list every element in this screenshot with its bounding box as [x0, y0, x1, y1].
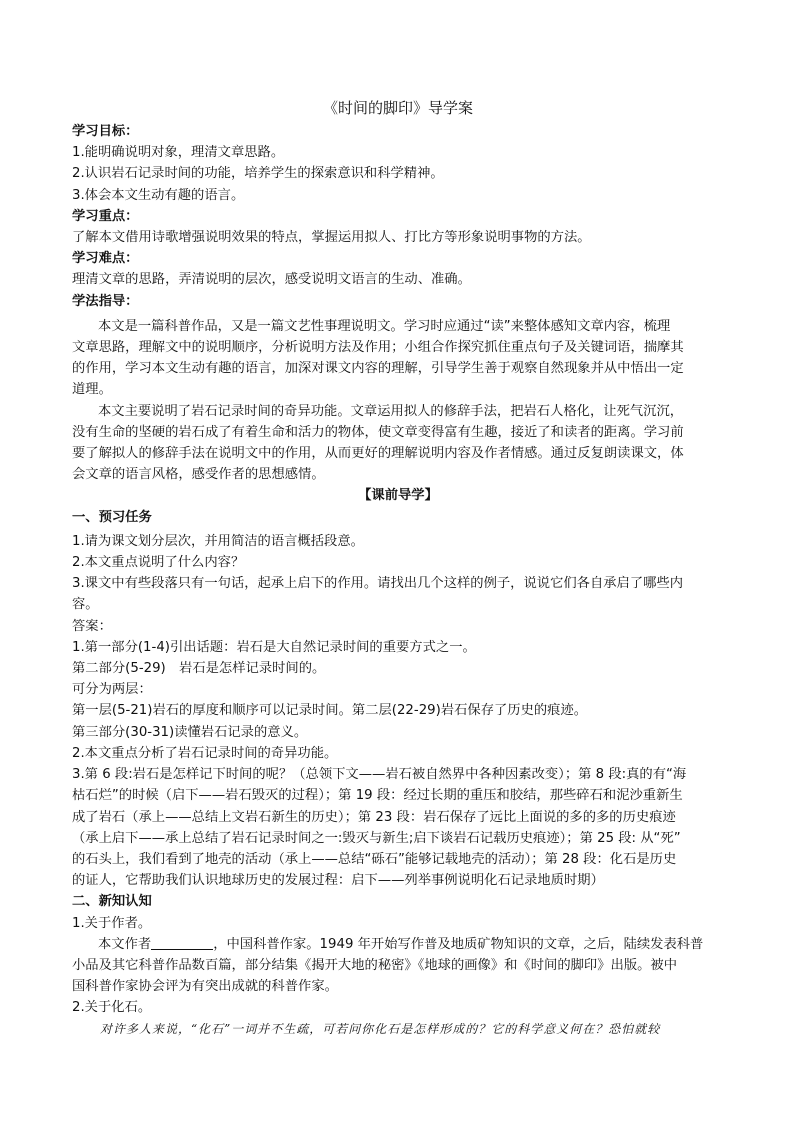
answer-line: 枯石烂”的时候（启下——岩石毁灭的过程）；第 19 段：经过长期的重压和胶结，那些碎石和泥沙重新生 [72, 788, 683, 804]
author-before-text: 本文作者 [98, 936, 152, 952]
answer-line: 第一层(5-21)岩石的厚度和顺序可以记录时间。第二层(22-29)岩石保存了历史的痕迹。 [72, 703, 588, 719]
guidance-paragraph-line: 道理。 [72, 382, 112, 398]
preview-question: 1.请为课文划分层次，并用简洁的语言概括段意。 [72, 533, 364, 549]
section-title: 【课前导学】 [358, 488, 438, 504]
preview-question: 2.本文重点说明了什么内容？ [72, 555, 245, 571]
guidance-paragraph-line: 文章思路，理解文中的说明顺序，分析说明方法及作用；小组合作探究抓住重点句子及关键词语，揣摩其 [72, 340, 684, 356]
keypoints-heading: 学习重点： [72, 208, 139, 224]
preview-heading: 一、预习任务 [72, 509, 152, 525]
author-subheading: 1.关于作者。 [72, 915, 152, 931]
preview-question: 3.课文中有些段落只有一句话，起承上启下的作用。请找出几个这样的例子，说说它们各自承启了哪些内 [72, 576, 684, 592]
answer-line: （承上启下——承上总结了岩石记录时间之一:毁灭与新生;启下谈岩石记载历史痕迹）；第 25 段: 从“死” [72, 830, 681, 846]
author-paragraph-line: 小品及其它科普作品数百篇，部分结集《揭开大地的秘密》《地球的画像》和《时间的脚印》出版。被中 [72, 957, 678, 973]
objective-item: 3.体会本文生动有趣的语言。 [72, 187, 245, 203]
author-after-text: ，中国科普作家。1949 年开始写作普及地质矿物知识的文章，之后，陆续发表科普 [213, 936, 704, 952]
difficulties-heading: 学习难点： [72, 251, 139, 267]
difficulties-text: 理清文章的思路，弄清说明的层次，感受说明文语言的生动、准确。 [72, 272, 471, 288]
author-blank [151, 935, 213, 950]
objective-item: 2.认识岩石记录时间的功能，培养学生的探索意识和科学精神。 [72, 166, 444, 182]
guidance-paragraph-line: 本文主要说明了岩石记录时间的奇异功能。文章运用拟人的修辞手法，把岩石人格化，让死气沉沉， [98, 403, 684, 419]
guidance-paragraph-line: 没有生命的坚硬的岩石成了有着生命和活力的物体，使文章变得富有生趣，接近了和读者的距离。学习前 [72, 424, 684, 440]
preview-question: 容。 [72, 597, 99, 613]
guidance-paragraph-line: 要了解拟人的修辞手法在说明文中的作用，从而更好的理解说明内容及作者情感。通过反复朗读课文，体 [72, 446, 684, 462]
newknow-heading: 二、新知认知 [72, 894, 152, 910]
guidance-paragraph-line: 的作用，学习本文生动有趣的语言，加深对课文内容的理解，引导学生善于观察自然现象并从中悟出一定 [72, 361, 684, 377]
answer-line: 1.第一部分(1-4)引出话题：岩石是大自然记录时间的重要方式之一。 [72, 639, 476, 655]
author-paragraph-line: 国科普作家协会评为有突出成就的科普作家。 [72, 979, 338, 995]
answer-line: 3.第 6 段:岩石是怎样记下时间的呢？（总领下文——岩石被自然界中各种因素改变）；第 8 段:真的有“海 [72, 767, 687, 783]
page-title: 《时间的脚印》导学案 [322, 99, 473, 117]
objective-item: 1.能明确说明对象，理清文章思路。 [72, 145, 285, 161]
guidance-paragraph-line: 会文章的语言风格，感受作者的思想感情。 [72, 467, 325, 483]
answer-line: 第三部分(30-31)读懂岩石记录的意义。 [72, 724, 308, 740]
answer-line: 的石头上，我们看到了地壳的活动（承上——总结“砾石”能够记载地壳的活动）；第 28 段：化石是历史 [72, 851, 677, 867]
answer-line: 的证人，它帮助我们认识地球历史的发展过程：启下——列举事例说明化石记录地质时期） [72, 873, 604, 889]
fossil-paragraph-line: 对许多人来说，“化石”一词并不生疏，可若问你化石是怎样形成的？它的科学意义何在？恐怕就较 [100, 1021, 661, 1036]
answer-line: 成了岩石（承上——总结上文岩石新生的历史）；第 23 段：岩石保存了远比上面说的多的多的历史痕迹 [72, 809, 676, 825]
keypoints-text: 了解本文借用诗歌增强说明效果的特点，掌握运用拟人、打比方等形象说明事物的方法。 [72, 230, 591, 246]
fossil-subheading: 2.关于化石。 [72, 1000, 152, 1016]
answer-line: 2.本文重点分析了岩石记录时间的奇异功能。 [72, 745, 338, 761]
author-paragraph-line [72, 934, 724, 955]
guidance-heading: 学法指导： [72, 293, 139, 309]
document-page [72, 96, 724, 1040]
answer-label: 答案： [72, 618, 112, 634]
answer-line: 第二部分(5-29) 岩石是怎样记录时间的。 [72, 661, 326, 677]
guidance-paragraph-line: 本文是一篇科普作品，又是一篇文艺性事理说明文。学习时应通过“读”来整体感知文章内容，梳理 [98, 318, 671, 334]
answer-line: 可分为两层： [72, 682, 152, 698]
objectives-heading: 学习目标： [72, 124, 139, 139]
